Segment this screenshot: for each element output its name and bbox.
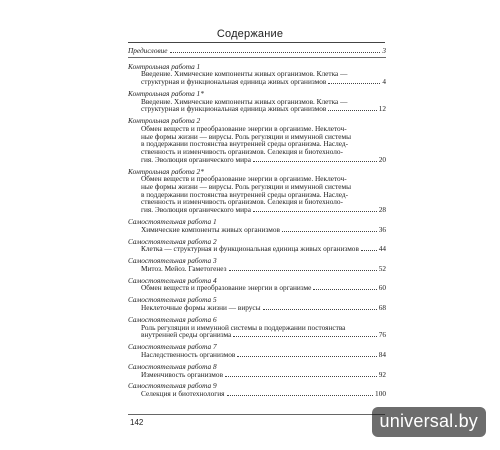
description-line (141, 156, 386, 164)
toc-entry-description (128, 371, 386, 379)
toc-entry (128, 277, 386, 293)
description-text: Митоз. Мейоз. Гаметогенез (141, 263, 227, 273)
description-line: Введение. Химические компоненты живых организмов. Клетка — (141, 96, 348, 106)
toc-entry-title: Самостоятельная работа 4 (128, 275, 217, 285)
toc-entry-title: Самостоятельная работа 1 (128, 217, 217, 226)
toc-entry (128, 363, 386, 379)
description-line (141, 304, 386, 312)
toc-entry-description (128, 125, 386, 164)
toc-entry (128, 47, 386, 58)
dot-leader (361, 250, 377, 251)
description-text: гия. Эволюция органического мира (141, 205, 251, 215)
description-line (141, 351, 386, 359)
toc-entry-description (128, 284, 386, 292)
toc-page-number: 92 (378, 369, 386, 379)
dot-leader (328, 83, 380, 84)
dot-leader (225, 376, 377, 377)
toc-entry (128, 296, 386, 312)
description-line (141, 226, 386, 234)
description-line: в поддержании постоянства внутренней среды организма. Наслед- (141, 189, 349, 199)
toc-entry-description (128, 226, 386, 234)
dot-leader (263, 309, 377, 310)
description-line: Введение. Химические компоненты живых организмов. Клетка — (141, 69, 348, 79)
description-line (141, 265, 386, 273)
description-line (141, 206, 386, 214)
description-line: ственность и изменчивость организмов. Селекция и биотехноло- (141, 147, 343, 156)
section-rule (128, 57, 386, 58)
toc-entry (128, 238, 386, 254)
dot-leader (170, 52, 381, 53)
dot-leader (253, 211, 377, 212)
header-rule (128, 42, 385, 43)
toc-page-number: 100 (375, 389, 386, 399)
description-line (141, 390, 386, 398)
footer-rule (128, 414, 385, 415)
toc-entry-description (128, 70, 386, 86)
toc-entry-title: Контрольная работа 2 (128, 116, 201, 126)
toc-entry-title: Самостоятельная работа 9 (128, 381, 217, 391)
toc-page-number: 60 (378, 283, 386, 293)
dot-leader (313, 289, 376, 290)
description-text: Селекция и биотехнология (141, 389, 225, 399)
description-line: ные формы жизни — вирусы. Роль регуляции и иммунной системы (141, 182, 352, 191)
toc-entry-description (128, 390, 386, 398)
description-line: Обмен веществ и преобразование энергии в организме. Неклеточ- (141, 174, 347, 184)
toc-entry-title (128, 47, 386, 55)
toc-page-number: 36 (378, 224, 386, 234)
page-number: 142 (130, 418, 144, 427)
description-line: в поддержании постоянства внутренней среды организма. Наслед- (141, 139, 349, 149)
description-line: ные формы жизни — вирусы. Роль регуляции и иммунной системы (141, 131, 352, 141)
dot-leader (253, 161, 377, 162)
description-line: Роль регуляции и иммунной системы в поддержании постоянства (141, 322, 346, 332)
toc-entry-title: Самостоятельная работа 6 (128, 314, 217, 324)
description-text: Неклеточные формы жизни — вирусы (141, 303, 261, 313)
description-text: структурная и функциональная единица живых организмов (141, 77, 327, 86)
toc-entry (128, 343, 386, 359)
description-line: ственность и изменчивость организмов. Селекция и биотехноло- (141, 197, 343, 207)
toc-entry-description (128, 245, 386, 253)
dot-leader (229, 270, 377, 271)
toc-page-number: 3 (382, 46, 386, 55)
description-text: Изменчивость организмов (141, 369, 224, 379)
toc-entry (128, 90, 386, 113)
toc-entry-description (128, 98, 386, 114)
description-line (141, 245, 386, 253)
toc-entry (128, 63, 386, 86)
description-text: Наследственность организмов (141, 349, 236, 359)
description-text: Химические компоненты живых организмов (141, 224, 280, 234)
description-line: Обмен веществ и преобразование энергии в организме. Неклеточ- (141, 123, 347, 133)
toc-page-number: 4 (382, 77, 386, 86)
description-text: внутренней среды организма (141, 330, 232, 340)
description-line (141, 284, 386, 292)
toc-entry-title: Самостоятельная работа 7 (128, 342, 217, 352)
description-text: гия. Эволюция органического мира (141, 154, 251, 164)
description-text: структурная и функциональная единица живых организмов (141, 104, 327, 114)
dot-leader (227, 395, 374, 396)
description-line (141, 78, 386, 86)
toc-entry-description (128, 175, 386, 214)
toc-entry-description (128, 265, 386, 273)
toc-entry-title: Самостоятельная работа 5 (128, 295, 217, 305)
toc-page-number: 28 (378, 205, 386, 215)
toc-entry-description (128, 304, 386, 312)
toc-entry-title: Контрольная работа 2* (128, 166, 204, 176)
toc-page-number: 12 (378, 104, 386, 114)
toc-entry-title: Самостоятельная работа 3 (128, 256, 217, 266)
toc-entry (128, 168, 386, 215)
table-of-contents (128, 47, 386, 402)
toc-page-number: 84 (378, 349, 386, 359)
toc-entry-title: Контрольная работа 1* (128, 88, 204, 98)
toc-page-number: 52 (378, 263, 386, 273)
toc-entry (128, 382, 386, 398)
description-line (141, 331, 386, 339)
dot-leader (233, 336, 376, 337)
toc-entry-title: Самостоятельная работа 2 (128, 236, 217, 246)
toc-entry-title-text: Предисловие (128, 46, 168, 55)
toc-page-number: 20 (378, 154, 386, 164)
toc-entry-title: Контрольная работа 1 (128, 61, 201, 71)
dot-leader (328, 110, 376, 111)
dot-leader (282, 231, 377, 232)
page-title: Содержание (216, 28, 284, 40)
watermark-logo: universal.by (372, 407, 486, 437)
description-text: Обмен веществ и преобразование энергии в организме (141, 283, 312, 293)
description-line (141, 371, 386, 379)
toc-page-number: 44 (378, 244, 386, 254)
toc-entry (128, 316, 386, 339)
toc-entry-title: Самостоятельная работа 8 (128, 361, 217, 371)
toc-page-number: 68 (378, 303, 386, 313)
toc-entry-description (128, 351, 386, 359)
description-text: Клетка — структурная и функциональная единица живых организмов (141, 244, 359, 254)
dot-leader (237, 356, 376, 357)
description-line (141, 105, 386, 113)
toc-entry (128, 257, 386, 273)
toc-entry (128, 117, 386, 164)
toc-page-number: 76 (378, 330, 386, 340)
toc-entry (128, 218, 386, 234)
toc-entry-description (128, 324, 386, 340)
